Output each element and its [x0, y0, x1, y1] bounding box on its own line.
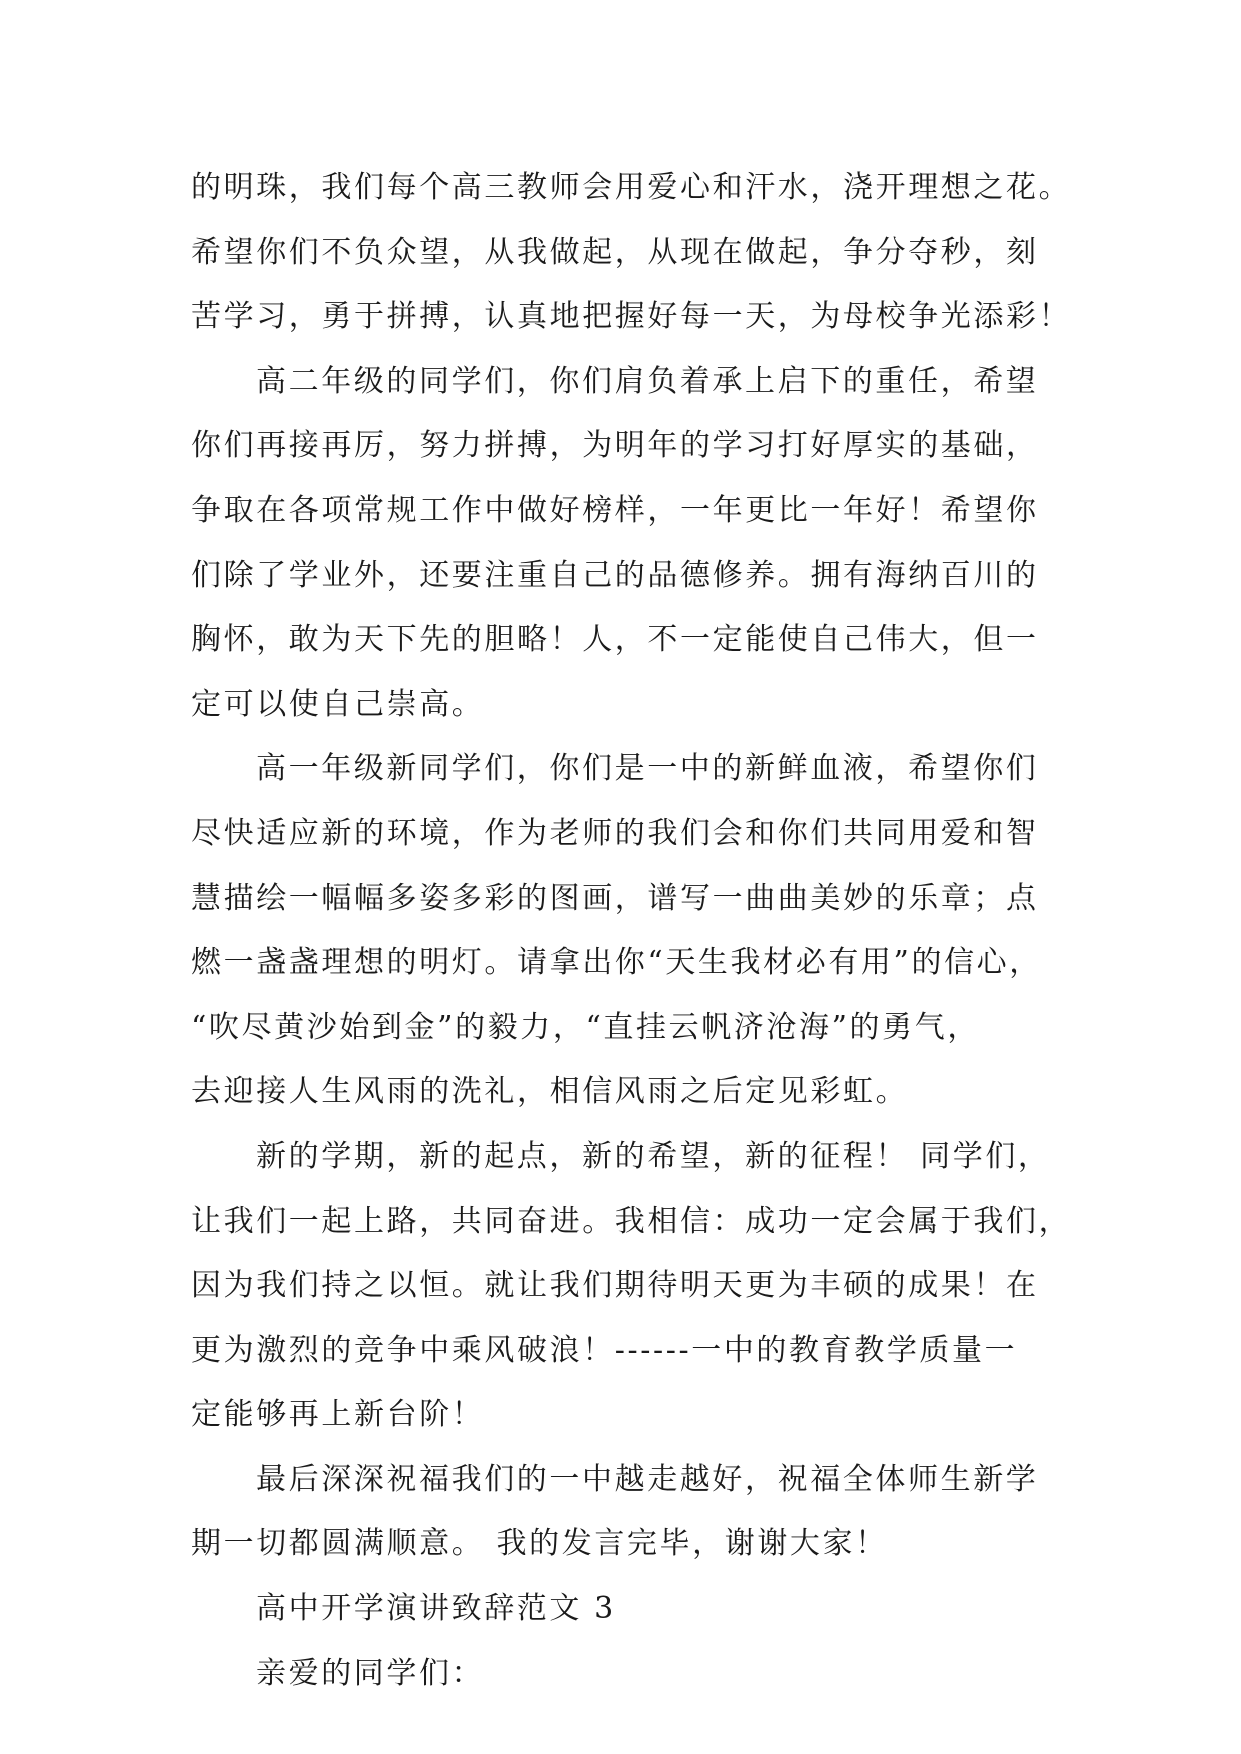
text-line: 你们再接再厉，努力拼搏，为明年的学习打好厚实的基础， [191, 428, 1039, 464]
text-line: 争取在各项常规工作中做好榜样，一年更比一年好！希望你 [191, 492, 1039, 528]
text-line: 定能够再上新台阶！ [191, 1397, 485, 1433]
text-line: 因为我们持之以恒。就让我们期待明天更为丰硕的成果！在 [191, 1268, 1039, 1304]
text-line: 更为激烈的竞争中乘风破浪！------一中的教育教学质量一 [191, 1332, 1018, 1368]
text-line: 的明珠，我们每个高三教师会用爱心和汗水，浇开理想之花。 [191, 170, 1072, 205]
salutation: 亲爱的同学们： [256, 1655, 485, 1691]
text-line: 去迎接人生风雨的洗礼，相信风雨之后定见彩虹。 [191, 1074, 909, 1110]
paragraph-first-line: 高二年级的同学们，你们肩负着承上启下的重任，希望 [256, 363, 1039, 399]
text-line: 期一切都圆满顺意。 我的发言完毕，谢谢大家！ [191, 1526, 888, 1562]
text-line: 苦学习，勇于拼搏，认真地把握好每一天，为母校争光添彩！ [191, 299, 1072, 335]
text-line: 燃一盏盏理想的明灯。请拿出你“天生我材必有用”的信心， [191, 945, 1042, 981]
paragraph-first-line: 高一年级新同学们，你们是一中的新鲜血液，希望你们 [256, 751, 1039, 787]
text-line: 让我们一起上路，共同奋进。我相信：成功一定会属于我们， [191, 1203, 1072, 1239]
document-body [191, 156, 1071, 1706]
text-line: “吹尽黄沙始到金”的毅力，“直挂云帆济沧海”的勇气， [191, 1009, 980, 1045]
section-heading: 高中开学演讲致辞范文 3 [256, 1591, 616, 1627]
text-line: 慧描绘一幅幅多姿多彩的图画，谱写一曲曲美妙的乐章；点 [191, 880, 1039, 916]
text-line: 胸怀，敢为天下先的胆略！人，不一定能使自己伟大，但一 [191, 622, 1039, 658]
text-line: 定可以使自己崇高。 [191, 686, 485, 722]
paragraph-first-line: 最后深深祝福我们的一中越走越好，祝福全体师生新学 [256, 1461, 1039, 1497]
paragraph-first-line: 新的学期，新的起点，新的希望，新的征程！ 同学们， [256, 1138, 1051, 1174]
text-line: 们除了学业外，还要注重自己的品德修养。拥有海纳百川的 [191, 557, 1039, 593]
text-line: 希望你们不负众望，从我做起，从现在做起，争分夺秒，刻 [191, 234, 1039, 270]
text-line: 尽快适应新的环境，作为老师的我们会和你们共同用爱和智 [191, 815, 1039, 851]
